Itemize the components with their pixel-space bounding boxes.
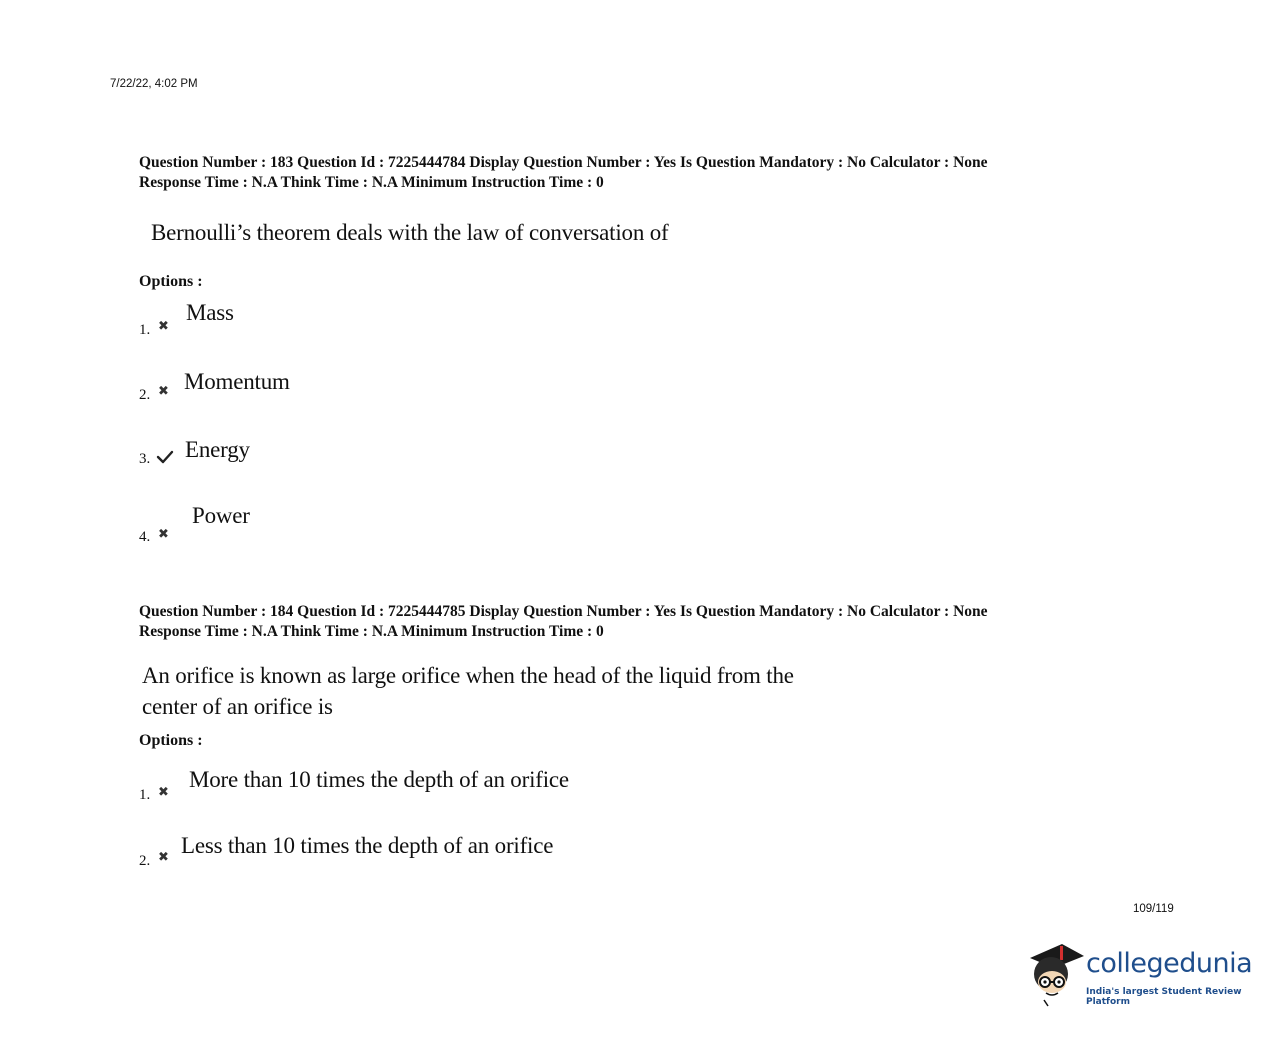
question-text-line2: center of an orifice is bbox=[142, 694, 333, 719]
cross-icon: ✖ bbox=[158, 319, 169, 334]
options-label: Options : bbox=[139, 732, 203, 749]
question-meta-line2: Response Time : N.A Think Time : N.A Minimum Instruction Time : 0 bbox=[139, 622, 604, 640]
cross-icon: ✖ bbox=[158, 850, 169, 865]
option-text: Energy bbox=[185, 437, 250, 462]
option-text: Less than 10 times the depth of an orifice bbox=[181, 833, 554, 858]
collegedunia-mascot-logo-icon bbox=[1024, 938, 1086, 1008]
question-meta-line1: Question Number : 184 Question Id : 7225444785 Display Question Number : Yes Is Question Mandatory : No Calculator : None bbox=[139, 603, 988, 620]
cross-icon: ✖ bbox=[158, 785, 169, 800]
option-number: 4. bbox=[139, 529, 151, 545]
question-text-line1: An orifice is known as large orifice when the head of the liquid from the bbox=[142, 663, 794, 688]
option-number: 1. bbox=[139, 322, 151, 338]
print-timestamp: 7/22/22, 4:02 PM bbox=[110, 78, 198, 90]
question-meta-line2: Response Time : N.A Think Time : N.A Minimum Instruction Time : 0 bbox=[139, 173, 604, 191]
options-label: Options : bbox=[139, 273, 203, 290]
option-number: 2. bbox=[139, 853, 151, 869]
page-number: 109/119 bbox=[1133, 903, 1174, 915]
option-text: More than 10 times the depth of an orifice bbox=[189, 767, 569, 792]
option-text: Mass bbox=[186, 300, 234, 325]
question-184-metadata bbox=[139, 602, 988, 641]
cross-icon: ✖ bbox=[158, 527, 169, 542]
question-184-text bbox=[142, 660, 794, 722]
question-183-metadata bbox=[139, 153, 988, 192]
option-text: Power bbox=[192, 503, 250, 528]
question-183-text: Bernoulli’s theorem deals with the law of conversation of bbox=[151, 220, 669, 245]
logo-tagline: India's largest Student Review Platform bbox=[1086, 987, 1242, 1007]
logo-wordmark: collegedunia bbox=[1086, 948, 1253, 979]
question-meta-line1: Question Number : 183 Question Id : 7225444784 Display Question Number : Yes Is Question Mandatory : No Calculator : None bbox=[139, 154, 988, 171]
check-icon bbox=[156, 450, 174, 464]
option-text: Momentum bbox=[184, 369, 290, 394]
cross-icon: ✖ bbox=[158, 384, 169, 399]
option-number: 3. bbox=[139, 451, 151, 467]
option-number: 2. bbox=[139, 387, 151, 403]
option-number: 1. bbox=[139, 787, 151, 803]
